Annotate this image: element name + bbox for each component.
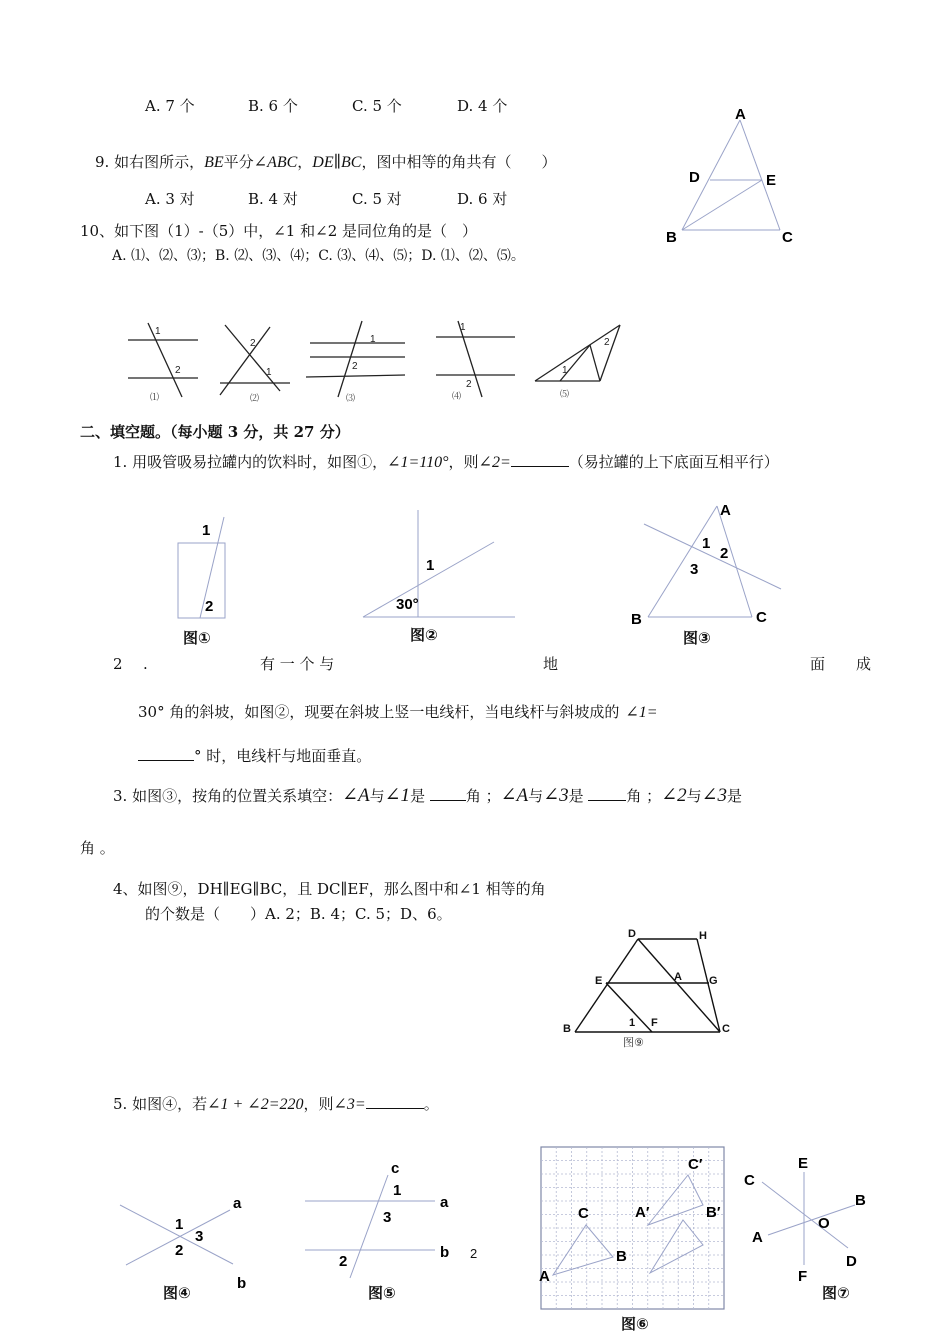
fig5-label-b: b (440, 1244, 450, 1261)
fig4-label-1: 1 (175, 1216, 184, 1233)
q9-triangle-figure (660, 100, 800, 250)
f1-suffix: （易拉罐的上下底面互相平行） (568, 453, 779, 471)
fig1-label-2: 2 (205, 598, 214, 615)
q9-comma: ， (297, 153, 313, 171)
f5-suffix: 。 (423, 1095, 439, 1113)
q10-caption-1: ⑴ (150, 392, 160, 402)
fig9-label-g: G (709, 975, 718, 987)
q9-option-c: C. 5 对 (352, 190, 402, 208)
f2-part-ground: 地 (543, 655, 559, 673)
fig5-label-a: a (440, 1194, 449, 1211)
fig9-caption: 图⑨ (623, 1037, 644, 1049)
f3-blank-2[interactable] (588, 786, 626, 801)
fig5-label-1: 1 (393, 1182, 402, 1199)
fig4-label-a: a (233, 1195, 242, 1212)
q9-bisect: 平分 (223, 153, 254, 171)
q10-caption-5: ⑸ (560, 389, 570, 399)
f3-is-1: 是 (410, 787, 426, 805)
f5-cond: ∠1 + ∠2=220 (207, 1096, 304, 1113)
f3-a1: ∠A (342, 785, 370, 806)
q10-fig2-label-2: 2 (250, 338, 256, 349)
q10-fig4-label-1: 1 (460, 322, 466, 333)
fig3-label-a: A (720, 502, 731, 519)
q10-figures (120, 315, 640, 410)
fig3-label-2: 2 (720, 545, 729, 562)
fig7-label-d: D (846, 1253, 857, 1270)
fig9-label-a: A (674, 971, 682, 983)
f3-a2: ∠A (500, 785, 529, 806)
f1-stem (113, 452, 779, 472)
f2-line3 (138, 746, 371, 765)
q10-fig1-label-2: 2 (175, 365, 181, 376)
fig4-intersecting-lines (115, 1190, 265, 1290)
fig9-label-1: 1 (629, 1017, 636, 1029)
f2-part-dot: . (143, 655, 148, 673)
fig7-rays-diagram (740, 1150, 880, 1290)
q9-stem (95, 153, 556, 172)
fig2-caption: 图② (410, 627, 438, 644)
f3-b2: ∠3 (543, 785, 569, 806)
fig9-label-c: C (722, 1023, 730, 1035)
f2-part-cheng: 成 (856, 655, 872, 673)
fig6-grid-diagram (538, 1145, 738, 1315)
f3-line2: 角 。 (80, 839, 115, 857)
f1-mid: ，则 (448, 453, 479, 471)
f3-with-2: 与 (528, 787, 544, 805)
fig3-triangle-diagram (628, 500, 788, 628)
fig2-label-30: 30° (396, 596, 419, 613)
f3-with-1: 与 (369, 787, 385, 805)
f5-mid: ，则 (303, 1095, 334, 1113)
q10-fig5-label-1: 1 (562, 365, 568, 376)
fig9-label-d: D (628, 928, 636, 940)
q10-fig3-label-1: 1 (370, 334, 376, 345)
q9-label-d: D (689, 169, 700, 186)
fig6-label-b2: B′ (706, 1204, 721, 1221)
f2-part-a: 有 一 个 与 (260, 655, 335, 673)
q9-label-e: E (766, 172, 777, 189)
f3-prefix: 3. 如图③，按角的位置关系填空： (113, 787, 343, 805)
q9-option-d: D. 6 对 (457, 190, 508, 208)
f4-line1: 4、如图⑨，DH∥EG∥BC，且 DC∥EF，那么图中和∠1 相等的角 (113, 880, 546, 898)
q8-option-d: D. 4 个 (457, 97, 508, 115)
f3-with-3: 与 (686, 787, 702, 805)
f3-end-is: 是 (727, 787, 743, 805)
fig4-label-2: 2 (175, 1242, 184, 1259)
q9-label-b: B (666, 229, 677, 246)
q8-option-b: B. 6 个 (248, 97, 298, 115)
q9-label-a: A (735, 106, 746, 123)
fig3-label-3: 3 (690, 561, 699, 578)
q9-label-c: C (782, 229, 793, 246)
fig6-label-a: A (539, 1268, 550, 1285)
f2-line2-prefix: 30° 角的斜坡，如图②，现要在斜坡上竖一电线杆，当电线杆与斜坡成的 (138, 703, 620, 721)
fig3-label-b: B (631, 611, 642, 628)
fig1-caption: 图① (183, 630, 211, 647)
fig7-label-e: E (798, 1155, 809, 1172)
fig5-caption: 图⑤ (368, 1285, 396, 1302)
q10-options: A. ⑴、⑵、⑶；B. ⑵、⑶、⑷；C. ⑶、⑷、⑸；D. ⑴、⑵、⑸。 (112, 248, 525, 264)
f3-stem (113, 786, 873, 805)
f2-line3-suffix: ° 时，电线杆与地面垂直。 (194, 747, 372, 765)
f3-b3: ∠3 (701, 785, 728, 806)
fig9-label-e: E (595, 975, 603, 987)
f5-ask: ∠3= (333, 1096, 366, 1113)
fig7-label-o: O (818, 1215, 830, 1232)
q9-prefix: 9. 如右图所示， (95, 153, 205, 171)
q10-fig1-label-1: 1 (155, 326, 161, 337)
fig9-label-b: B (563, 1023, 571, 1035)
fig2-label-1: 1 (426, 557, 435, 574)
q10-caption-3: ⑶ (346, 393, 356, 403)
fig7-caption: 图⑦ (822, 1285, 850, 1302)
f1-cond: ∠1=110° (387, 454, 449, 471)
f2-answer-blank[interactable] (138, 746, 194, 761)
f5-answer-blank[interactable] (366, 1094, 424, 1109)
f1-ask: ∠2= (478, 454, 511, 471)
fig6-label-c: C (578, 1205, 589, 1222)
q10-fig5-label-2: 2 (604, 337, 610, 348)
q9-option-a: A. 3 对 (145, 190, 195, 208)
fig4-label-3: 3 (195, 1228, 204, 1245)
q9-be: BE (204, 154, 224, 171)
fig7-label-c: C (744, 1172, 755, 1189)
f3-a3: ∠2 (661, 785, 687, 806)
f3-b1: ∠1 (384, 785, 411, 806)
q8-option-c: C. 5 个 (352, 97, 402, 115)
fig6-caption: 图⑥ (621, 1316, 649, 1333)
fig1-can-diagram (170, 515, 240, 625)
f5-stem (113, 1094, 439, 1114)
f2-part-mian: 面 (810, 655, 826, 673)
q9-suffix: ，图中相等的角共有（ ） (361, 153, 557, 171)
fig9-label-h: H (699, 930, 707, 942)
section2-title: 二、填空题。（每小题 3 分，共 27 分） (80, 423, 350, 441)
fig3-caption: 图③ (683, 630, 711, 647)
q10-fig3-label-2: 2 (352, 361, 358, 372)
f4-line2: 的个数是（ ）A. 2；B. 4；C. 5；D、6。 (145, 905, 452, 923)
fig1-label-1: 1 (202, 522, 211, 539)
q10-caption-2: ⑵ (250, 393, 260, 403)
f2-line2 (138, 703, 658, 722)
q9-de-bc: DE∥BC (312, 154, 362, 171)
f1-answer-blank[interactable] (511, 452, 569, 467)
fig6-label-b: B (616, 1248, 627, 1265)
fig5-label-3: 3 (383, 1209, 392, 1226)
q10-caption-4: ⑷ (452, 391, 462, 401)
f1-prefix: 1. 用吸管吸易拉罐内的饮料时，如图①， (113, 453, 388, 471)
fig2-slope-diagram (360, 505, 520, 625)
q10-fig2-label-1: 1 (266, 367, 272, 378)
fig5-label-2: 2 (339, 1253, 348, 1270)
f3-jiao-2: 角 ； (626, 787, 662, 805)
fig9-label-f: F (651, 1017, 658, 1029)
q8-option-a: A. 7 个 (145, 97, 195, 115)
fig7-label-f: F (798, 1268, 808, 1285)
fig4-caption: 图④ (163, 1285, 191, 1302)
fig3-label-c: C (756, 609, 767, 626)
q9-angle-abc: ∠ABC (253, 154, 298, 171)
f2-part-2: 2 (113, 655, 123, 673)
q10-fig4-label-2: 2 (466, 379, 472, 390)
fig5-parallel-lines (300, 1160, 490, 1280)
fig5-label-c: c (391, 1160, 400, 1177)
fig4-label-b: b (237, 1275, 247, 1292)
f5-prefix: 5. 如图④，若 (113, 1095, 208, 1113)
fig9-trapezoid-diagram (555, 922, 745, 1057)
f2-line2-angle: ∠1= (625, 704, 658, 721)
q10-stem: 10、如下图（1）-（5）中，∠1 和∠2 是同位角的是（ ） (80, 222, 478, 240)
fig6-label-c2: C′ (688, 1156, 703, 1173)
fig7-label-a: A (752, 1229, 763, 1246)
f3-blank-1[interactable] (430, 786, 466, 801)
fig5-side-number: 2 (470, 1246, 478, 1261)
fig6-label-a2: A′ (635, 1204, 650, 1221)
fig7-label-b: B (855, 1192, 866, 1209)
f3-is-2: 是 (568, 787, 584, 805)
f3-jiao-1: 角 ； (465, 787, 501, 805)
q9-option-b: B. 4 对 (248, 190, 298, 208)
fig3-label-1: 1 (702, 535, 711, 552)
